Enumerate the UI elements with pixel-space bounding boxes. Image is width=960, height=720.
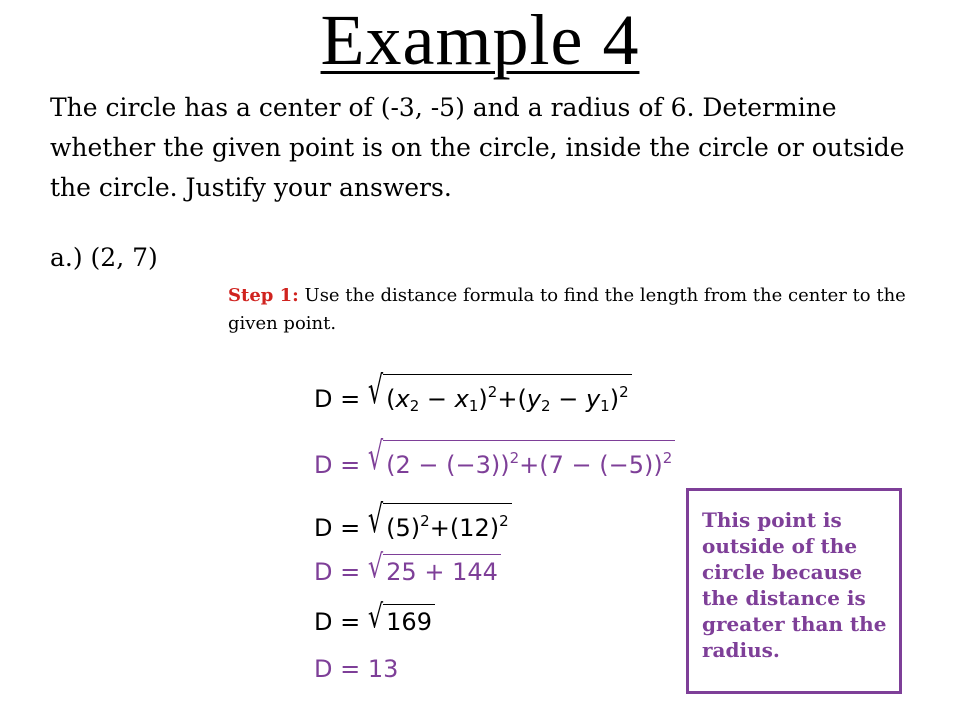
eq-prefix: D = <box>314 514 368 542</box>
radical: √ 25 + 144 <box>368 554 501 587</box>
eq-prefix: D = <box>314 558 368 586</box>
radical: √ $(5)^2+(12)^2$ <box>368 503 512 543</box>
conclusion-box: This point is outside of the circle because the distance is greater than the radius. <box>686 488 902 694</box>
distance-simplified-1 <box>314 496 512 543</box>
problem-statement: The circle has a center of (-3, -5) and a radius of 6. Determine whether the given point is on the circle, inside the circle or outside the circle. Justify your answers. <box>50 93 905 202</box>
eq-prefix: D = <box>314 385 368 413</box>
slide-title: Example 4 <box>320 0 640 80</box>
step-1-instruction <box>228 282 948 338</box>
distance-simplified-2 <box>314 547 501 587</box>
distance-result: D = 13 <box>314 655 399 683</box>
radical: √ 169 <box>368 604 435 637</box>
radical: √ $(x_2 - x_1)^2+(y_2 - y_1)^2$ <box>368 374 632 421</box>
distance-simplified-3 <box>314 597 435 637</box>
eq-prefix: D = <box>314 451 368 479</box>
distance-formula-substituted <box>314 433 675 480</box>
step-label: Step 1: <box>228 285 299 306</box>
radical: √ $(2 - (-3))^2+(7 - (-5))^2$ <box>368 440 675 480</box>
step-text: Use the distance formula to find the length from the center to the given point. <box>228 285 906 334</box>
eq-prefix: D = <box>314 608 368 636</box>
part-a-label: a.) (2, 7) <box>50 243 158 272</box>
distance-formula-general <box>314 367 632 421</box>
